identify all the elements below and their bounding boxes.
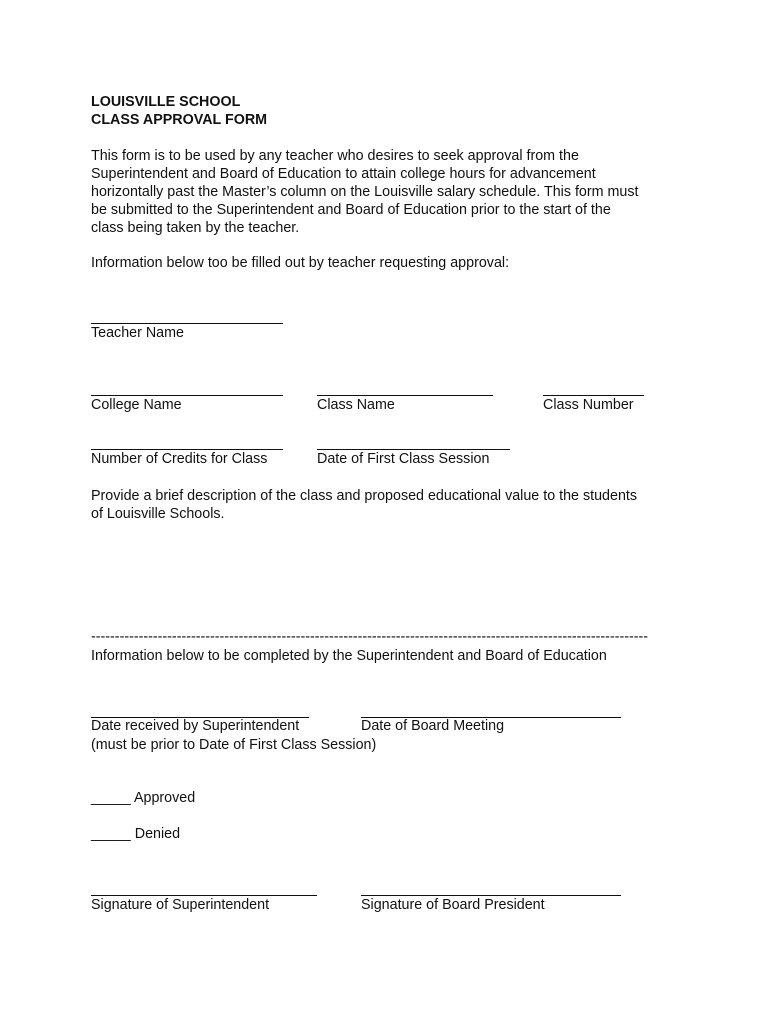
teacher-instruction: Information below too be filled out by teacher requesting approval: xyxy=(91,255,510,271)
board-president-signature-label: Signature of Board President xyxy=(361,897,545,913)
class-name-field[interactable] xyxy=(317,395,493,396)
form-title: CLASS APPROVAL FORM xyxy=(91,112,268,128)
approved-blank[interactable]: _____ xyxy=(91,790,131,806)
teacher-name-label: Teacher Name xyxy=(91,325,184,341)
credits-field[interactable] xyxy=(91,449,283,450)
denied-option[interactable] xyxy=(91,826,180,843)
first-session-field[interactable] xyxy=(317,449,510,450)
teacher-name-field[interactable] xyxy=(91,323,283,324)
superintendent-signature-field[interactable] xyxy=(91,895,317,896)
class-number-field[interactable] xyxy=(543,395,644,396)
class-name-label: Class Name xyxy=(317,397,395,413)
denied-blank[interactable]: _____ xyxy=(91,826,131,842)
intro-line-2: Superintendent and Board of Education to attain college hours for advancement xyxy=(91,166,596,182)
denied-label: Denied xyxy=(134,826,181,842)
intro-line-5: class being taken by the teacher. xyxy=(91,220,300,236)
approved-option[interactable] xyxy=(91,790,195,807)
description-line-2: of Louisville Schools. xyxy=(91,506,225,522)
date-note: (must be prior to Date of First Class Session) xyxy=(91,737,377,753)
intro-line-4: be submitted to the Superintendent and Board of Education prior to the start of the xyxy=(91,202,611,218)
date-received-label: Date received by Superintendent xyxy=(91,718,300,734)
approved-label: Approved xyxy=(133,790,196,806)
school-name: LOUISVILLE SCHOOL xyxy=(91,94,241,110)
board-meeting-label: Date of Board Meeting xyxy=(361,718,505,734)
college-name-field[interactable] xyxy=(91,395,283,396)
description-line-1: Provide a brief description of the class and proposed educational value to the students xyxy=(91,488,638,504)
intro-line-3: horizontally past the Master’s column on the Louisville salary schedule. This form must xyxy=(91,184,639,200)
college-name-label: College Name xyxy=(91,397,182,413)
admin-instruction: Information below to be completed by the Superintendent and Board of Education xyxy=(91,648,607,664)
intro-line-1: This form is to be used by any teacher who desires to seek approval from the xyxy=(91,148,579,164)
class-number-label: Class Number xyxy=(543,397,634,413)
section-divider: --------------------------------------------------------------------------------------------------------------------- xyxy=(91,629,649,645)
superintendent-signature-label: Signature of Superintendent xyxy=(91,897,270,913)
board-president-signature-field[interactable] xyxy=(361,895,621,896)
first-session-label: Date of First Class Session xyxy=(317,451,490,467)
credits-label: Number of Credits for Class xyxy=(91,451,268,467)
